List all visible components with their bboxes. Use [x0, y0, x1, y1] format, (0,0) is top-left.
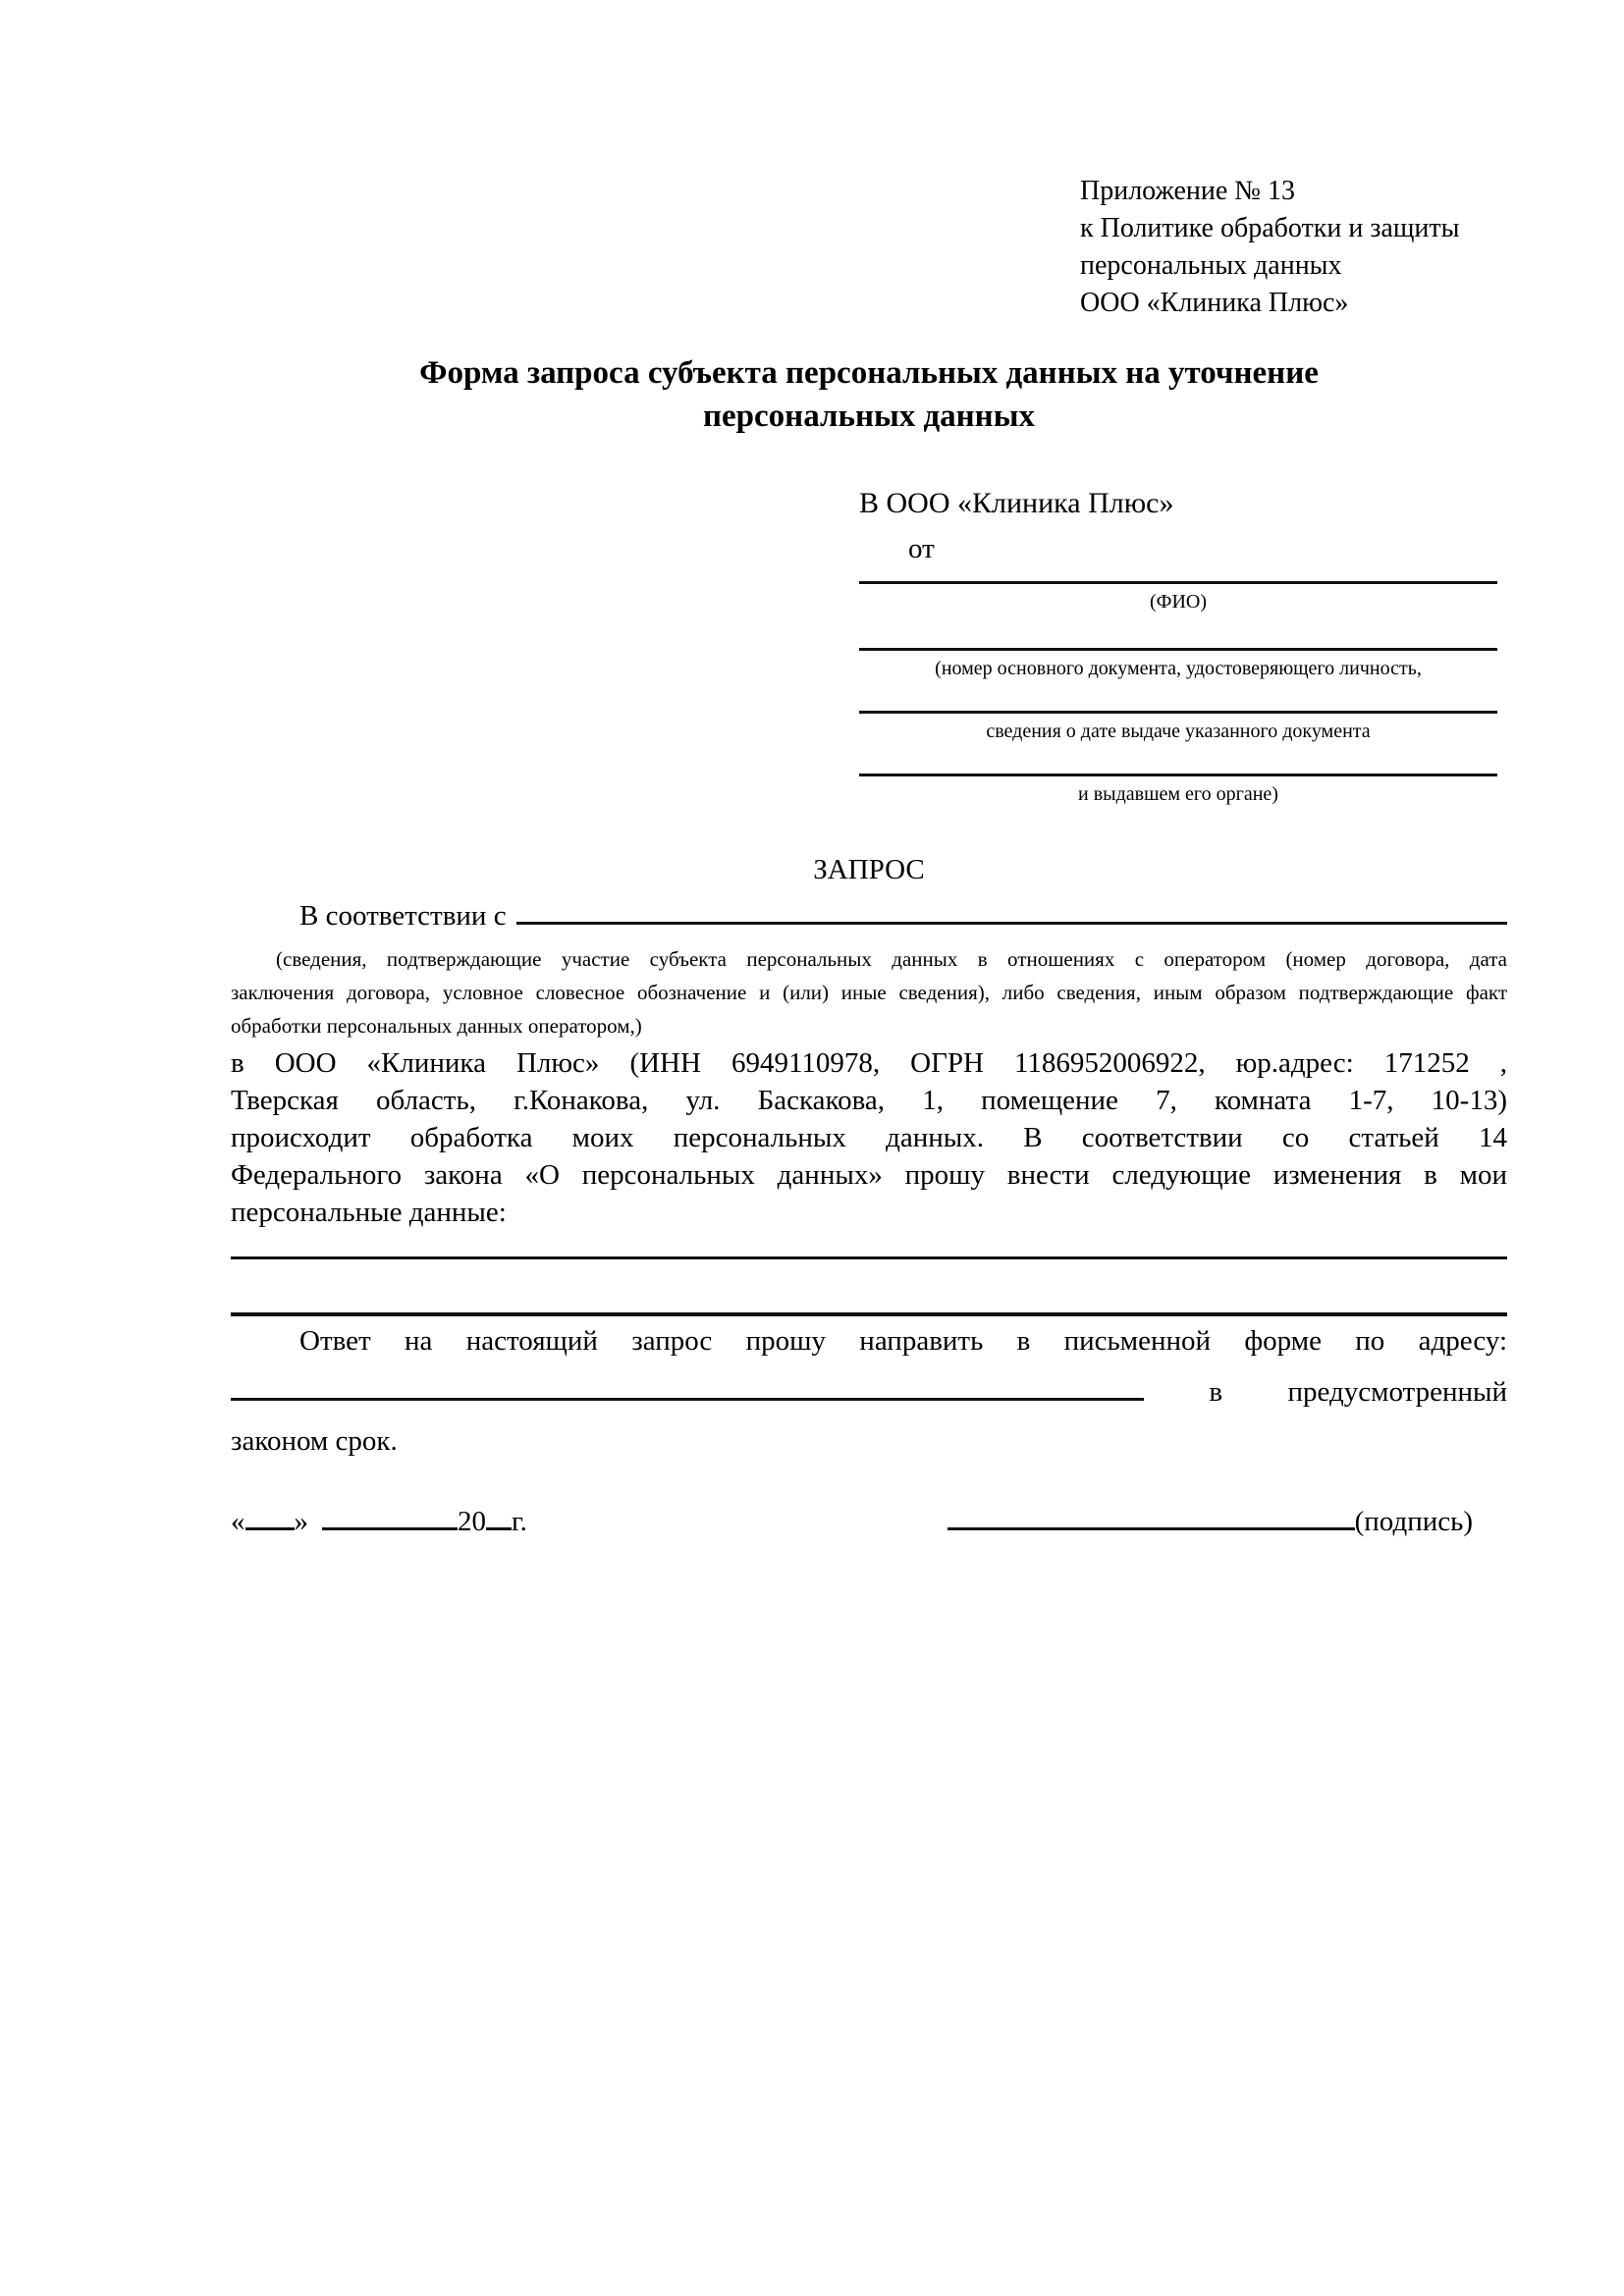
date-field	[231, 1503, 527, 1540]
request-body-line-2: Тверская область, г.Конакова, ул. Баскакова, 1, помещение 7, комната 1-7, 10-13)	[231, 1085, 1507, 1116]
issue-date-field	[859, 711, 1497, 744]
page-title	[231, 351, 1507, 438]
reply-address-line	[231, 1373, 1507, 1411]
request-body-line-5: персональные данные:	[231, 1197, 507, 1228]
addressee-block	[859, 485, 1497, 807]
document-number-caption: (номер основного документа, удостоверяющего личность,	[935, 658, 1422, 679]
year-prefix: 20	[458, 1506, 486, 1537]
signature-caption: (подпись)	[1354, 1506, 1473, 1537]
signature-row	[231, 1503, 1507, 1540]
issuing-authority-field	[859, 774, 1497, 807]
issuing-authority-caption: и выдавшем его органе)	[1078, 783, 1278, 805]
month-blank-line	[322, 1527, 458, 1530]
request-body-line-3: происходит обработка моих персональных данных. В соответствии со статьей 14	[231, 1122, 1507, 1153]
basis-prefix: В соответствии с	[299, 900, 507, 932]
date-quote-close: »	[294, 1506, 308, 1537]
basis-footnote-line-1: (сведения, подтверждающие участие субъекта персональных данных в отношениях с оператором (номер договора, дата	[276, 947, 1507, 971]
appendix-line-4: ООО «Клиника Плюс»	[1080, 288, 1349, 318]
basis-footnote	[231, 942, 1507, 1042]
basis-footnote-line-2: заключения договора, условное словесное обозначение и (или) иные сведения), либо сведения, иным образом подтверждающие факт	[231, 981, 1507, 1004]
appendix-line-3: персональных данных	[1080, 250, 1342, 281]
document-content	[231, 0, 1507, 1540]
appendix-block	[1080, 173, 1507, 322]
year-suffix: г.	[512, 1506, 527, 1537]
changes-blank-line-2	[231, 1312, 1507, 1316]
document-number-field	[859, 648, 1497, 681]
changes-blank-line-1	[231, 1256, 1507, 1259]
reply-sentence: Ответ на настоящий запрос прошу направить в письменной форме по адресу:	[299, 1325, 1507, 1357]
signature-field	[947, 1503, 1473, 1540]
year-blank-line	[486, 1527, 512, 1530]
signature-blank-line	[947, 1527, 1355, 1530]
basis-blank-line	[516, 922, 1507, 925]
addressee-to: В ООО «Клиника Плюс»	[859, 487, 1174, 519]
request-body-line-1: в ООО «Клиника Плюс» (ИНН 6949110978, ОГРН 1186952006922, юр.адрес: 171252 ,	[231, 1047, 1507, 1079]
reply-word-term: предусмотренный	[1287, 1376, 1507, 1408]
page-title-line-2: персональных данных	[703, 399, 1035, 434]
request-heading: ЗАПРОС	[813, 854, 925, 885]
page-title-line-1: Форма запроса субъекта персональных данных на уточнение	[419, 355, 1319, 391]
appendix-line-2: к Политике обработки и защиты	[1080, 213, 1460, 243]
fio-caption: (ФИО)	[1149, 591, 1207, 613]
day-blank-line	[245, 1527, 295, 1530]
basis-footnote-line-3: обработки персональных данных оператором,)	[231, 1014, 642, 1038]
reply-tail: законом срок.	[231, 1425, 398, 1457]
reply-word-in: в	[1209, 1376, 1223, 1408]
date-quote-open: «	[231, 1506, 245, 1537]
appendix-line-1: Приложение № 13	[1080, 176, 1295, 206]
basis-line	[231, 897, 1507, 934]
address-blank-line	[231, 1398, 1144, 1401]
addressee-from-label: от	[908, 533, 935, 564]
issue-date-caption: сведения о дате выдаче указанного документа	[986, 721, 1371, 742]
request-body-line-4: Федерального закона «О персональных данных» прошу внести следующие изменения в мои	[231, 1159, 1507, 1191]
fio-field	[859, 581, 1497, 614]
request-body	[231, 1044, 1507, 1231]
